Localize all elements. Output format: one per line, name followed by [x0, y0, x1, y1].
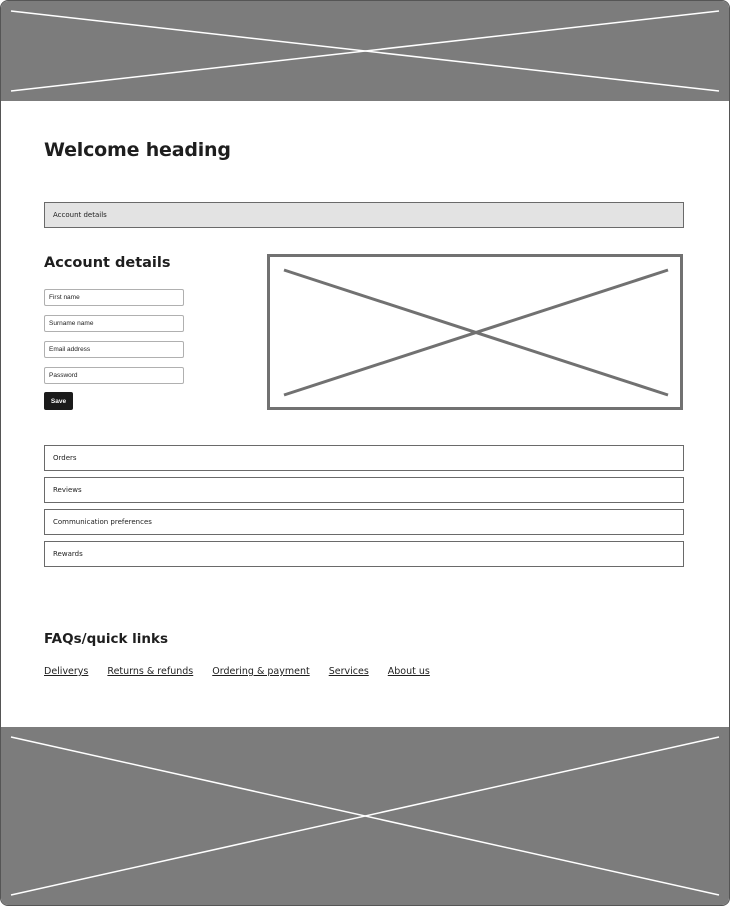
section-communication-preferences[interactable] — [44, 509, 684, 535]
faq-title: FAQs/quick links — [44, 631, 169, 647]
link-ordering-payment[interactable]: Ordering & payment — [212, 666, 310, 677]
first-name-input[interactable] — [44, 289, 184, 306]
password-input[interactable] — [44, 367, 184, 384]
link-about-us[interactable]: About us — [387, 666, 430, 677]
section-reviews[interactable] — [44, 477, 684, 503]
section-communication-preferences-label: Communication preferences — [53, 518, 152, 526]
section-rewards-label: Rewards — [53, 550, 83, 558]
account-details-bar[interactable] — [44, 202, 684, 228]
save-button[interactable]: Save — [44, 392, 73, 410]
account-details-title: Account details — [44, 255, 171, 271]
link-services[interactable]: Services — [328, 666, 369, 677]
header-image-placeholder — [1, 1, 729, 101]
welcome-heading: Welcome heading — [44, 139, 231, 161]
surname-input[interactable] — [44, 315, 184, 332]
account-details-bar-label: Account details — [53, 211, 107, 219]
quick-links — [44, 666, 430, 677]
link-deliverys[interactable]: Deliverys — [44, 666, 89, 677]
section-orders[interactable] — [44, 445, 684, 471]
email-input[interactable] — [44, 341, 184, 358]
link-returns-refunds[interactable]: Returns & refunds — [107, 666, 194, 677]
section-orders-label: Orders — [53, 454, 77, 462]
section-reviews-label: Reviews — [53, 486, 82, 494]
section-rewards[interactable] — [44, 541, 684, 567]
footer-image-placeholder — [1, 727, 729, 905]
account-image-placeholder — [267, 254, 683, 410]
